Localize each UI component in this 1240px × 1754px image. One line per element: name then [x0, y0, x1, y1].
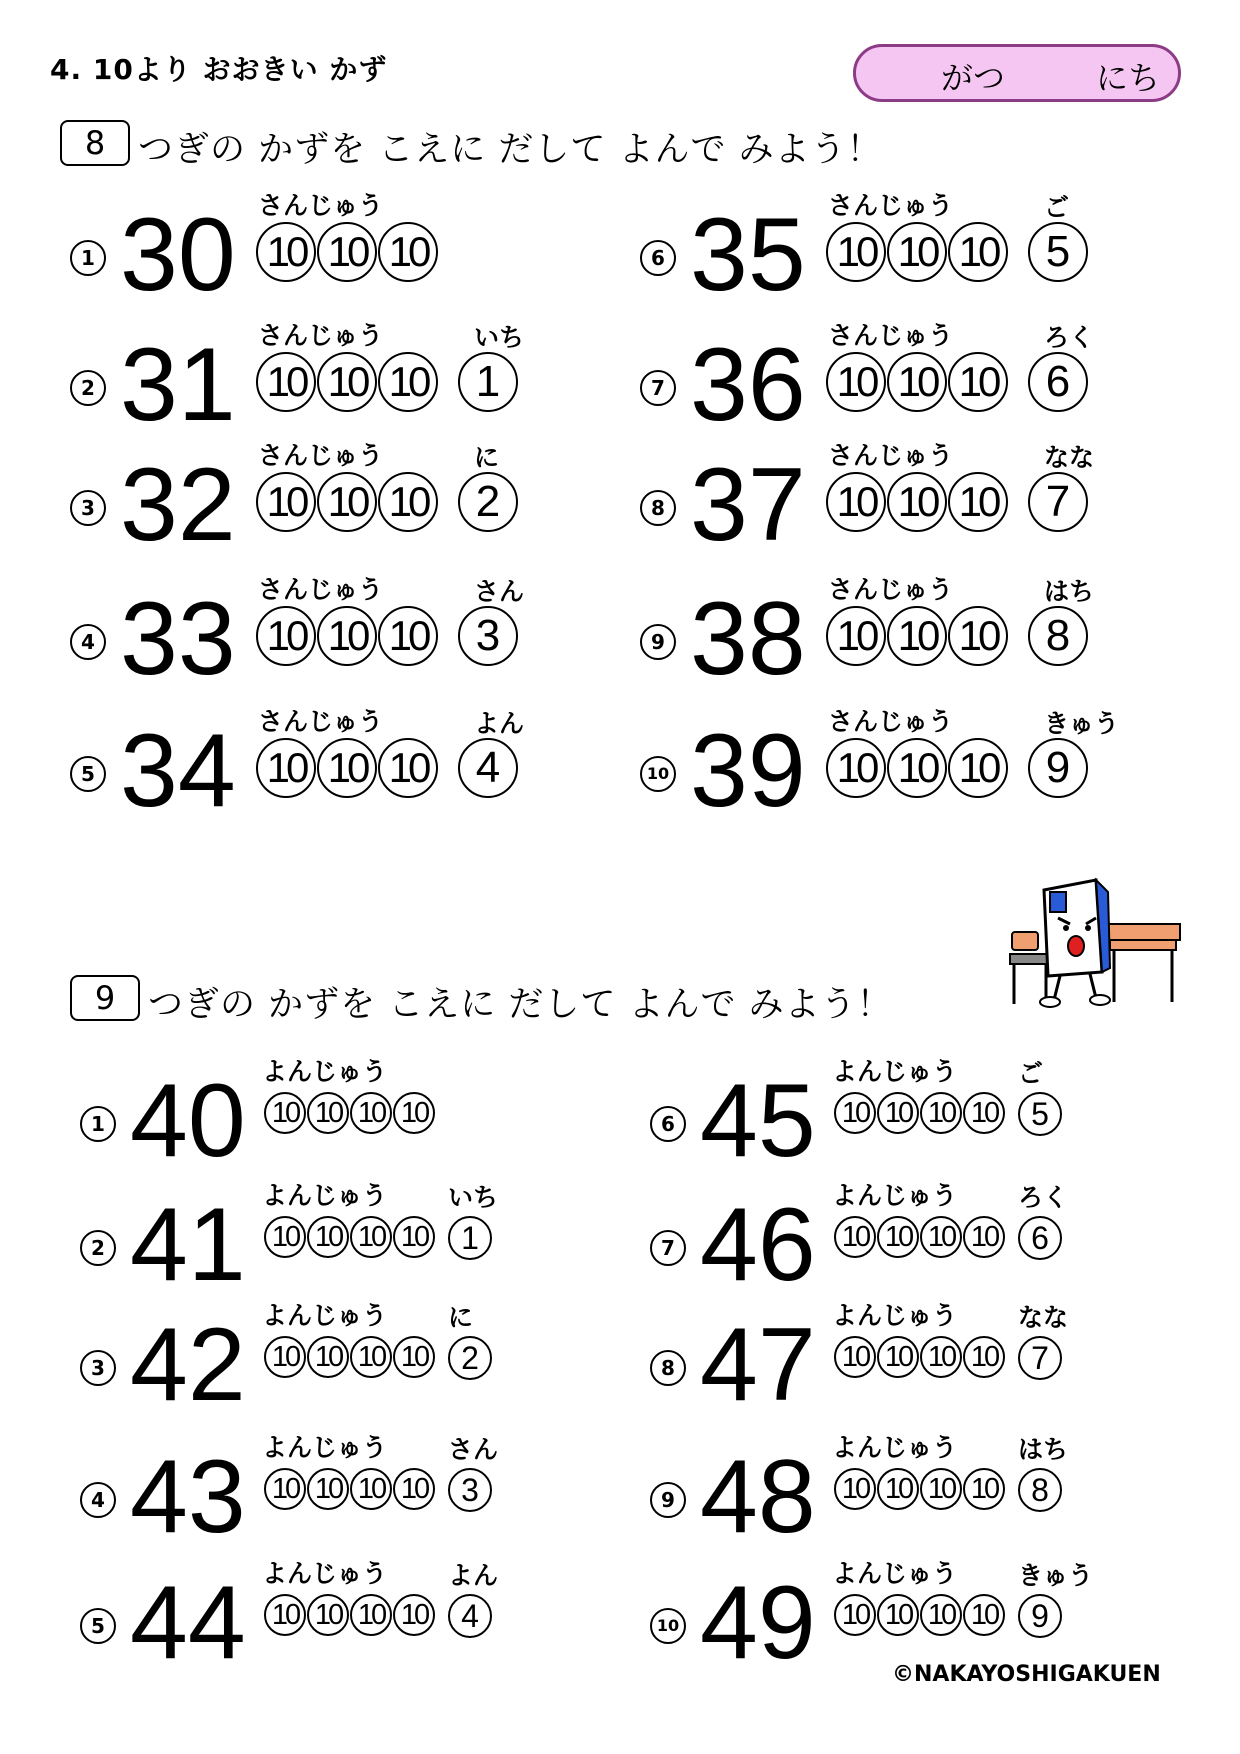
ones-reading: よん	[448, 1561, 499, 1590]
ten-coins-group	[264, 1594, 436, 1636]
ones-reading: に	[474, 443, 500, 472]
tens-reading: さんじゅう	[828, 321, 954, 350]
ten-coin: 10	[256, 472, 316, 532]
ten-coin: 10	[963, 1092, 1005, 1134]
ones-coin: 4	[458, 738, 518, 798]
number-item	[70, 707, 610, 832]
ones-coin: 2	[458, 472, 518, 532]
item-number: 46	[700, 1187, 816, 1303]
number-item	[80, 1433, 620, 1558]
ten-coins-group	[256, 472, 439, 532]
item-index-badge: 7	[640, 370, 676, 406]
ten-coins-group	[826, 352, 1009, 412]
ten-coins-group	[834, 1468, 1006, 1510]
section-9-heading	[70, 975, 1170, 1027]
ten-coin: 10	[826, 352, 886, 412]
ones-reading: きゅう	[1018, 1561, 1094, 1590]
ten-coin: 10	[264, 1092, 306, 1134]
ten-coin: 10	[350, 1468, 392, 1510]
ten-coin: 10	[948, 352, 1008, 412]
ten-coins-group	[826, 606, 1009, 666]
item-index-badge: 6	[640, 240, 676, 276]
ten-coins-group	[826, 222, 1009, 282]
ones-coin: 5	[1028, 222, 1088, 282]
item-index-badge: 9	[640, 624, 676, 660]
ones-coin: 9	[1028, 738, 1088, 798]
ten-coin: 10	[887, 738, 947, 798]
item-index-badge: 3	[80, 1350, 116, 1386]
ten-coin: 10	[256, 738, 316, 798]
date-month-label: がつ	[941, 59, 1006, 97]
tens-reading: さんじゅう	[258, 707, 384, 736]
item-index-badge: 5	[70, 756, 106, 792]
ten-coin: 10	[834, 1594, 876, 1636]
tens-reading: よんじゅう	[832, 1559, 958, 1588]
item-index-badge: 4	[80, 1482, 116, 1518]
item-number: 39	[690, 713, 806, 829]
item-index-badge: 7	[650, 1230, 686, 1266]
item-number: 43	[130, 1439, 246, 1555]
ones-coin: 6	[1028, 352, 1088, 412]
ones-coin: 2	[448, 1336, 492, 1380]
ten-coin: 10	[834, 1336, 876, 1378]
item-index-badge: 9	[650, 1482, 686, 1518]
ten-coins-group	[256, 222, 439, 282]
number-item	[650, 1301, 1190, 1426]
ten-coin: 10	[317, 606, 377, 666]
item-index-badge: 8	[650, 1350, 686, 1386]
ten-coins-group	[834, 1594, 1006, 1636]
item-number: 42	[130, 1307, 246, 1423]
tens-reading: よんじゅう	[832, 1057, 958, 1086]
number-item	[70, 321, 610, 446]
ones-coin: 6	[1018, 1216, 1062, 1260]
item-number: 48	[700, 1439, 816, 1555]
section-number: 8	[60, 120, 130, 166]
ones-reading: ご	[1018, 1059, 1044, 1088]
ones-coin: 8	[1018, 1468, 1062, 1512]
ten-coins-group	[834, 1092, 1006, 1134]
item-number: 44	[130, 1565, 246, 1681]
tens-reading: よんじゅう	[262, 1057, 388, 1086]
ten-coin: 10	[920, 1336, 962, 1378]
ten-coin: 10	[920, 1216, 962, 1258]
ten-coin: 10	[317, 352, 377, 412]
ones-reading: ろく	[1018, 1183, 1069, 1212]
ones-reading: いち	[448, 1183, 499, 1212]
worksheet-title: 4. 10より おおきい かず	[50, 53, 388, 86]
ones-coin: 7	[1018, 1336, 1062, 1380]
ten-coin: 10	[393, 1336, 435, 1378]
ten-coin: 10	[834, 1468, 876, 1510]
item-number: 33	[120, 581, 236, 697]
section-instruction: つぎの かずを こえに だして よんで みよう！	[138, 130, 883, 170]
ten-coin: 10	[307, 1216, 349, 1258]
ones-reading: はち	[1044, 577, 1095, 606]
ones-reading: ろく	[1044, 323, 1095, 352]
number-item	[640, 191, 1180, 316]
ten-coin: 10	[264, 1336, 306, 1378]
number-item	[640, 707, 1180, 832]
section-8-heading	[60, 120, 1160, 172]
ten-coins-group	[256, 606, 439, 666]
ten-coin: 10	[948, 222, 1008, 282]
ten-coin: 10	[307, 1594, 349, 1636]
tens-reading: さんじゅう	[828, 441, 954, 470]
tens-reading: よんじゅう	[832, 1181, 958, 1210]
item-index-badge: 1	[80, 1106, 116, 1142]
ten-coins-group	[826, 472, 1009, 532]
item-number: 40	[130, 1063, 246, 1179]
item-number: 47	[700, 1307, 816, 1423]
ten-coin: 10	[963, 1468, 1005, 1510]
ten-coin: 10	[877, 1594, 919, 1636]
item-index-badge: 10	[650, 1608, 686, 1644]
ones-coin: 5	[1018, 1092, 1062, 1136]
tens-reading: よんじゅう	[262, 1433, 388, 1462]
ten-coin: 10	[826, 606, 886, 666]
number-item	[70, 441, 610, 566]
ones-coin: 1	[448, 1216, 492, 1260]
ten-coin: 10	[826, 472, 886, 532]
number-item	[70, 191, 610, 316]
ones-reading: に	[448, 1303, 474, 1332]
number-item	[650, 1181, 1190, 1306]
ten-coin: 10	[877, 1216, 919, 1258]
ten-coins-group	[264, 1216, 436, 1258]
number-item	[80, 1301, 620, 1426]
ten-coin: 10	[307, 1092, 349, 1134]
ten-coins-group	[834, 1216, 1006, 1258]
item-index-badge: 5	[80, 1608, 116, 1644]
ones-reading: ご	[1044, 193, 1070, 222]
ones-coin: 4	[448, 1594, 492, 1638]
ten-coin: 10	[393, 1092, 435, 1134]
number-item	[70, 575, 610, 700]
tens-reading: さんじゅう	[258, 191, 384, 220]
ten-coin: 10	[834, 1216, 876, 1258]
ten-coin: 10	[256, 222, 316, 282]
ten-coin: 10	[826, 222, 886, 282]
ones-coin: 3	[448, 1468, 492, 1512]
ten-coin: 10	[264, 1216, 306, 1258]
item-index-badge: 3	[70, 490, 106, 526]
ten-coin: 10	[256, 352, 316, 412]
number-item	[640, 321, 1180, 446]
ten-coins-group	[264, 1468, 436, 1510]
tens-reading: さんじゅう	[258, 321, 384, 350]
tens-reading: よんじゅう	[262, 1181, 388, 1210]
ten-coin: 10	[826, 738, 886, 798]
item-number: 31	[120, 327, 236, 443]
ten-coins-group	[826, 738, 1009, 798]
tens-reading: よんじゅう	[832, 1301, 958, 1330]
number-item	[80, 1181, 620, 1306]
ten-coin: 10	[317, 472, 377, 532]
item-number: 37	[690, 447, 806, 563]
item-number: 35	[690, 197, 806, 313]
ten-coin: 10	[887, 352, 947, 412]
ones-reading: さん	[474, 577, 525, 606]
ten-coin: 10	[920, 1468, 962, 1510]
ten-coin: 10	[963, 1216, 1005, 1258]
ten-coin: 10	[877, 1092, 919, 1134]
ten-coin: 10	[307, 1336, 349, 1378]
ten-coin: 10	[378, 606, 438, 666]
item-number: 38	[690, 581, 806, 697]
ten-coins-group	[264, 1092, 436, 1134]
section-number: 9	[70, 975, 140, 1021]
item-number: 30	[120, 197, 236, 313]
ten-coins-group	[256, 738, 439, 798]
tens-reading: さんじゅう	[258, 575, 384, 604]
ten-coin: 10	[963, 1336, 1005, 1378]
item-number: 34	[120, 713, 236, 829]
ten-coin: 10	[393, 1468, 435, 1510]
ones-reading: いち	[474, 323, 525, 352]
tens-reading: よんじゅう	[262, 1559, 388, 1588]
ten-coin: 10	[264, 1594, 306, 1636]
ones-coin: 7	[1028, 472, 1088, 532]
tens-reading: よんじゅう	[262, 1301, 388, 1330]
ones-coin: 8	[1028, 606, 1088, 666]
ten-coin: 10	[378, 472, 438, 532]
date-day-label: にち	[1096, 59, 1161, 97]
tens-reading: よんじゅう	[832, 1433, 958, 1462]
ten-coins-group	[256, 352, 439, 412]
ten-coin: 10	[834, 1092, 876, 1134]
ten-coin: 10	[887, 472, 947, 532]
tens-reading: さんじゅう	[828, 575, 954, 604]
ten-coin: 10	[948, 472, 1008, 532]
ten-coin: 10	[877, 1336, 919, 1378]
ten-coin: 10	[350, 1216, 392, 1258]
date-box	[853, 44, 1181, 102]
ten-coin: 10	[378, 738, 438, 798]
ones-coin: 3	[458, 606, 518, 666]
ten-coin: 10	[948, 738, 1008, 798]
ten-coin: 10	[317, 222, 377, 282]
ten-coins-group	[834, 1336, 1006, 1378]
item-number: 32	[120, 447, 236, 563]
tens-reading: さんじゅう	[258, 441, 384, 470]
ones-reading: なな	[1044, 443, 1095, 472]
ten-coin: 10	[378, 352, 438, 412]
ten-coin: 10	[350, 1594, 392, 1636]
item-index-badge: 4	[70, 624, 106, 660]
ten-coin: 10	[877, 1468, 919, 1510]
ten-coin: 10	[887, 222, 947, 282]
ten-coin: 10	[948, 606, 1008, 666]
ten-coins-group	[264, 1336, 436, 1378]
item-index-badge: 1	[70, 240, 106, 276]
ten-coin: 10	[378, 222, 438, 282]
ten-coin: 10	[920, 1594, 962, 1636]
section-instruction: つぎの かずを こえに だして よんで みよう！	[148, 985, 893, 1025]
number-item	[650, 1433, 1190, 1558]
item-number: 49	[700, 1565, 816, 1681]
ten-coin: 10	[256, 606, 316, 666]
number-item	[640, 575, 1180, 700]
ones-reading: さん	[448, 1435, 499, 1464]
number-item	[640, 441, 1180, 566]
tens-reading: さんじゅう	[828, 707, 954, 736]
ones-coin: 9	[1018, 1594, 1062, 1638]
ten-coin: 10	[963, 1594, 1005, 1636]
ten-coin: 10	[350, 1336, 392, 1378]
item-index-badge: 2	[80, 1230, 116, 1266]
ones-coin: 1	[458, 352, 518, 412]
ten-coin: 10	[393, 1216, 435, 1258]
item-number: 36	[690, 327, 806, 443]
ten-coin: 10	[350, 1092, 392, 1134]
ones-reading: なな	[1018, 1303, 1069, 1332]
item-number: 41	[130, 1187, 246, 1303]
number-item	[80, 1057, 620, 1182]
item-index-badge: 6	[650, 1106, 686, 1142]
ten-coin: 10	[317, 738, 377, 798]
item-index-badge: 8	[640, 490, 676, 526]
ten-coin: 10	[887, 606, 947, 666]
ten-coin: 10	[264, 1468, 306, 1510]
ones-reading: きゅう	[1044, 709, 1120, 738]
number-item	[650, 1057, 1190, 1182]
ten-coin: 10	[393, 1594, 435, 1636]
item-index-badge: 10	[640, 756, 676, 792]
item-number: 45	[700, 1063, 816, 1179]
ten-coin: 10	[307, 1468, 349, 1510]
item-index-badge: 2	[70, 370, 106, 406]
copyright-text: ©NAKAYOSHIGAKUEN	[892, 1662, 1161, 1687]
ten-coin: 10	[920, 1092, 962, 1134]
ones-reading: はち	[1018, 1435, 1069, 1464]
tens-reading: さんじゅう	[828, 191, 954, 220]
number-item	[80, 1559, 620, 1684]
ones-reading: よん	[474, 709, 525, 738]
